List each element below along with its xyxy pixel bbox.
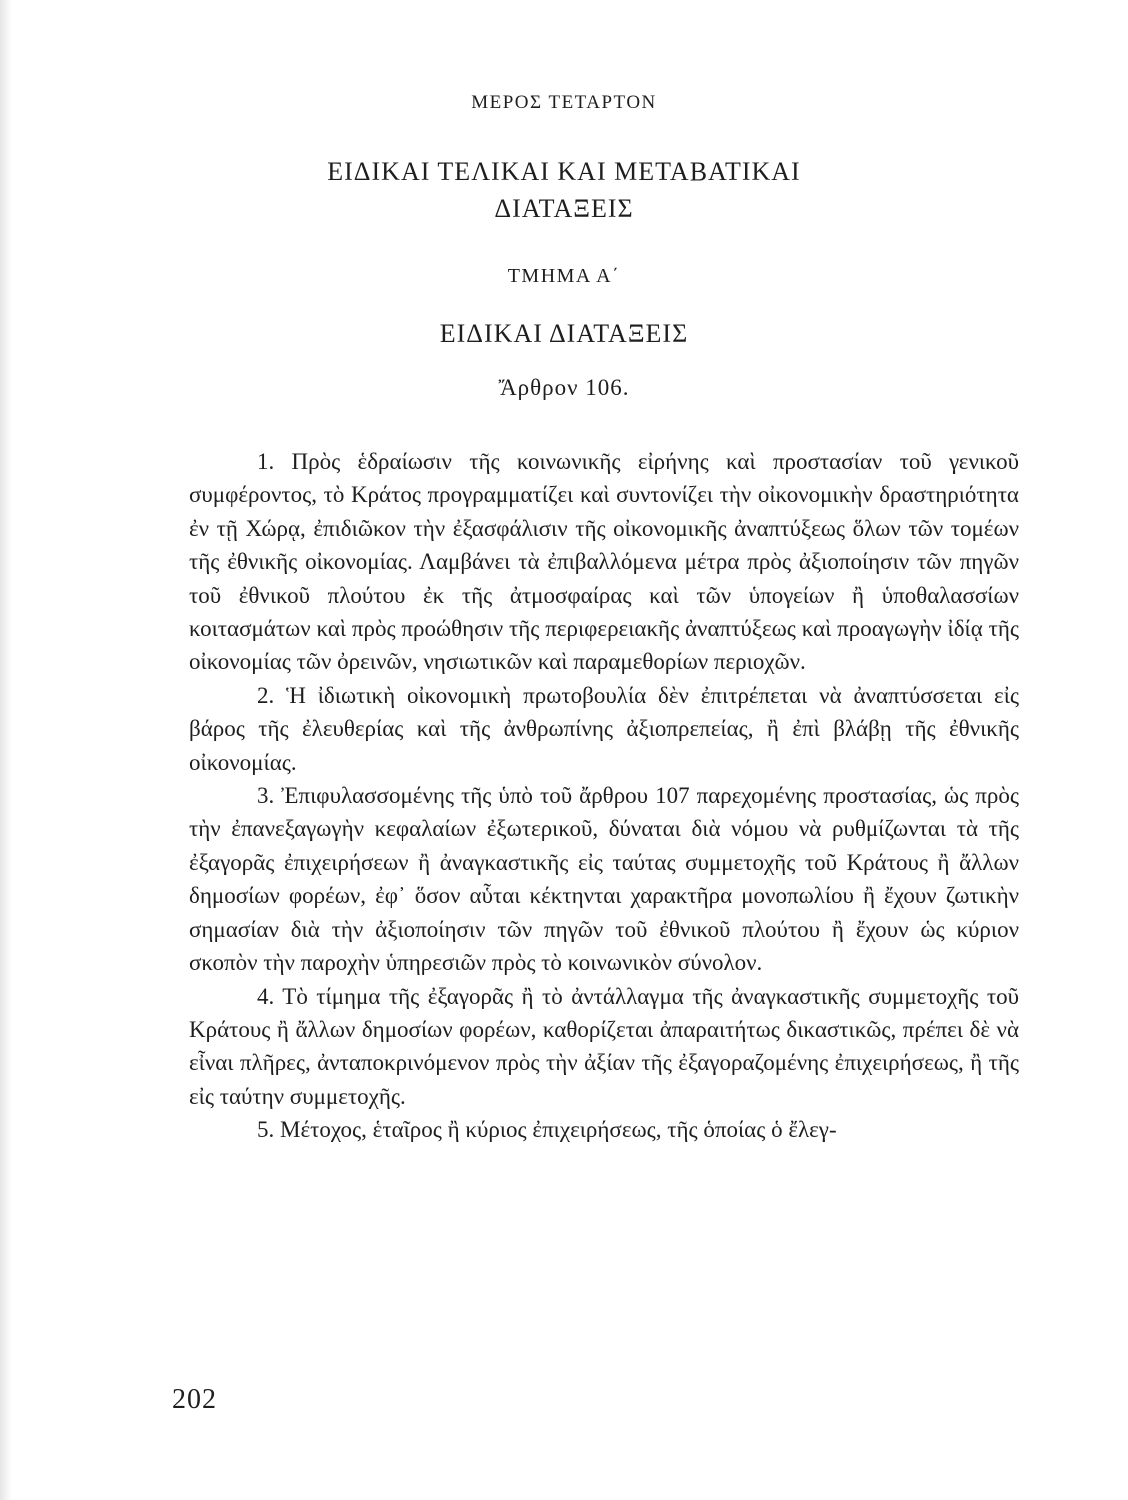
part-title: [0, 153, 1128, 227]
paragraph-4: 4. Τὸ τίμημα τῆς ἐξαγορᾶς ἢ τὸ ἀντάλλαγμα τῆς ἀναγκαστικῆς συμμετοχῆς τοῦ Κράτους ἢ ἄλλων δημοσίων φορέων, καθορίζεται ἀπαραιτήτως δικαστικῶς, πρέπει δὲ νὰ εἶναι πλῆρες, ἀνταποκρινόμενον πρὸς τὴν ἀξίαν τῆς ἐξαγοραζομένης ἐπιχειρήσεως, ἢ τῆς εἰς ταύτην συμμετοχῆς.: [189, 983, 1019, 1109]
section-label: ΤΜΗΜΑ Α΄: [507, 265, 621, 287]
part-title-line-2: ΔΙΑΤΑΞΕΙΣ: [494, 194, 634, 223]
paragraph-3: 3. Ἐπιφυλασσομένης τῆς ὑπὸ τοῦ ἄρθρου 107 παρεχομένης προστασίας, ὡς πρὸς τὴν ἐπανεξαγωγὴν κεφαλαίων ἐξωτερικοῦ, δύναται διὰ νόμου νὰ ρυθμίζωνται τὰ τῆς ἐξαγορᾶς ἐπιχειρήσεων ἢ ἀναγκαστικῆς εἰς ταύτας συμμετοχῆς τοῦ Κράτους ἢ ἄλλων δημοσίων φορέων, ἐφ᾽ ὅσον αὗται κέκτηνται χαρακτῆρα μονοπωλίου ἢ ἔχουν ζωτικὴν σημασίαν διὰ τὴν ἀξιοποίησιν τῶν πηγῶν τοῦ ἐθνικοῦ πλούτου ἢ ἔχουν ὡς κύριον σκοπὸν τὴν παροχὴν ὑπηρεσιῶν πρὸς τὸ κοινωνικὸν σύνολον.: [189, 783, 1019, 976]
part-title-line-1: ΕΙΔΙΚΑΙ ΤΕΛΙΚΑΙ ΚΑΙ ΜΕΤΑΒΑΤΙΚΑΙ: [327, 157, 801, 186]
article-body: [189, 445, 1019, 1147]
article-heading: Ἄρθρον 106.: [498, 375, 630, 400]
paragraph-2: 2. Ἡ ἰδιωτικὴ οἰκονομικὴ πρωτοβουλία δὲν ἐπιτρέπεται νὰ ἀναπτύσσεται εἰς βάρος τῆς ἐλευθερίας καὶ τῆς ἀνθρωπίνης ἀξιοπρεπείας, ἢ ἐπὶ βλάβῃ τῆς ἐθνικῆς οἰκονομίας.: [189, 682, 1019, 775]
paragraph-5: 5. Μέτοχος, ἑταῖρος ἢ κύριος ἐπιχειρήσεως, τῆς ὁποίας ὁ ἔλεγ-: [257, 1117, 837, 1143]
section-title: ΕΙΔΙΚΑΙ ΔΙΑΤΑΞΕΙΣ: [439, 319, 689, 348]
part-label: ΜΕΡΟΣ ΤΕΤΑΡΤΟΝ: [471, 92, 657, 113]
page-number: 202: [172, 1384, 217, 1415]
paragraph-1: 1. Πρὸς ἑδραίωσιν τῆς κοινωνικῆς εἰρήνης καὶ προστασίαν τοῦ γενικοῦ συμφέροντος, τὸ Κράτος προγραμματίζει καὶ συντονίζει τὴν οἰκονομικὴν δραστηριότητα ἐν τῇ Χώρᾳ, ἐπιδιῶκον τὴν ἐξασφάλισιν τῆς οἰκονομικῆς ἀναπτύξεως ὅλων τῶν τομέων τῆς ἐθνικῆς οἰκονομίας. Λαμβάνει τὰ ἐπιβαλλόμενα μέτρα πρὸς ἀξιοποίησιν τῶν πηγῶν τοῦ ἐθνικοῦ πλούτου ἐκ τῆς ἀτμοσφαίρας καὶ τῶν ὑπογείων ἢ ὑποθαλασσίων κοιτασμάτων καὶ πρὸς προώθησιν τῆς περιφερειακῆς ἀναπτύξεως καὶ προαγωγὴν ἰδίᾳ τῆς οἰκονομίας τῶν ὀρεινῶν, νησιωτικῶν καὶ παραμεθορίων περιοχῶν.: [189, 449, 1019, 675]
